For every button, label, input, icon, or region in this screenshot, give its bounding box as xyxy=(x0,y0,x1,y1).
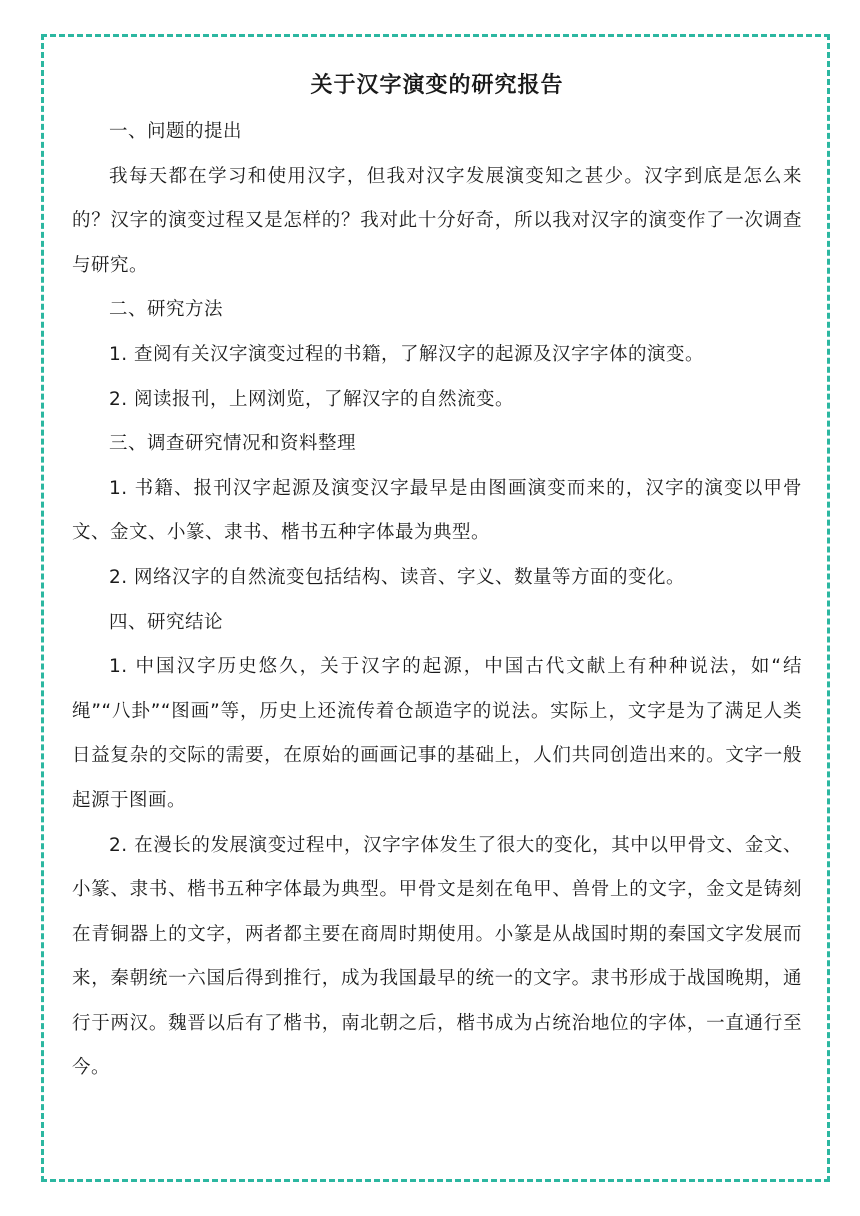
section-heading-conclusion: 四、研究结论 xyxy=(109,611,224,633)
section-heading-problem: 一、问题的提出 xyxy=(109,121,243,142)
section-paragraph: 2. 网络汉字的自然流变包括结构、读音、字义、数量等方面的变化。 xyxy=(109,566,686,588)
section-paragraph: 1. 查阅有关汉字演变过程的书籍，了解汉字的起源及汉字字体的演变。 xyxy=(109,343,705,365)
section-paragraph: 1. 书籍、报刊汉字起源及演变汉字最早是由图画演变而来的，汉字的演变以甲骨文、金文、小篆、隶书、楷书五种字体最为典型。 xyxy=(72,477,802,544)
section-paragraph: 2. 在漫长的发展演变过程中，汉字字体发生了很大的变化，其中以甲骨文、金文、小篆、隶书、楷书五种字体最为典型。甲骨文是刻在龟甲、兽骨上的文字，金文是铸刻在青铜器上的文字，两者都主要在商周时期使用。小篆是从战国时期的秦国文字发展而来，秦朝统一六国后得到推行，成为我国最早的统一的文字。隶书形成于战国晚期，通行于两汉。魏晋以后有了楷书，南北朝之后，楷书成为占统治地位的字体，一直通行至今。 xyxy=(72,834,802,1079)
section-paragraph: 我每天都在学习和使用汉字，但我对汉字发展演变知之甚少。汉字到底是怎么来的？汉字的演变过程又是怎样的？我对此十分好奇，所以我对汉字的演变作了一次调查与研究。 xyxy=(72,165,802,276)
report-body xyxy=(72,66,802,1091)
report-title: 关于汉字演变的研究报告 xyxy=(310,73,564,98)
section-paragraph: 1. 中国汉字历史悠久，关于汉字的起源，中国古代文献上有种种说法，如“结绳”“八卦”“图画”等，历史上还流传着仓颉造字的说法。实际上，文字是为了满足人类日益复杂的交际的需要，在原始的画画记事的基础上，人们共同创造出来的。文字一般起源于图画。 xyxy=(72,656,802,811)
section-paragraph: 2. 阅读报刊，上网浏览，了解汉字的自然流变。 xyxy=(109,388,515,410)
section-heading-method: 二、研究方法 xyxy=(109,299,224,321)
section-heading-findings: 三、调查研究情况和资料整理 xyxy=(109,433,357,455)
